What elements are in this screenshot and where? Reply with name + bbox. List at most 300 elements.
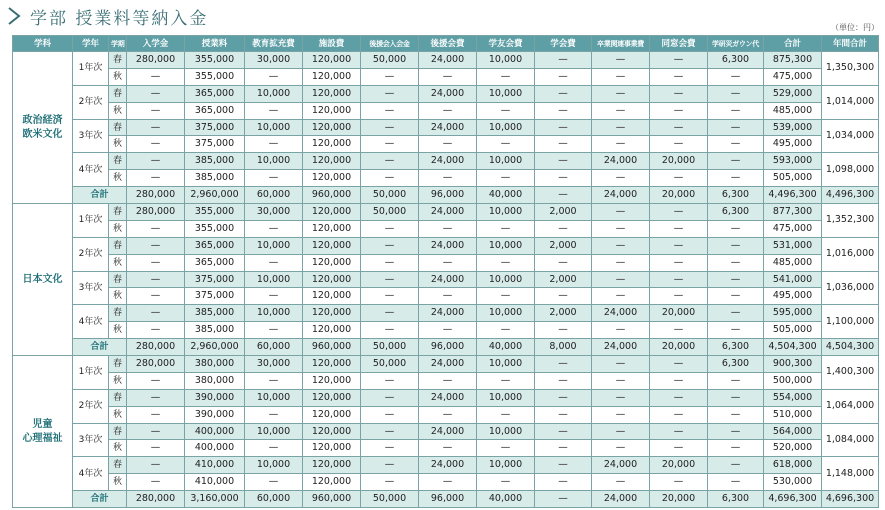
fee-value: —: [592, 52, 650, 69]
fee-value: —: [361, 288, 419, 305]
fee-value: —: [535, 406, 592, 423]
fee-value: —: [650, 423, 708, 440]
fee-value: —: [708, 68, 764, 85]
fee-value: 10,000: [477, 204, 535, 221]
fee-value: 120,000: [303, 85, 361, 102]
annual-total: 1,034,000: [822, 119, 879, 153]
table-row: [13, 288, 879, 305]
fee-value: 400,000: [185, 423, 245, 440]
col-header: 学研災ガウン代: [708, 36, 764, 52]
fee-value: —: [592, 372, 650, 389]
fee-value: —: [535, 68, 592, 85]
fee-value: —: [535, 119, 592, 136]
fee-value: —: [419, 136, 477, 153]
fee-value: 120,000: [303, 119, 361, 136]
table-row: [13, 52, 879, 69]
fee-value: 120,000: [303, 136, 361, 153]
fee-value: —: [361, 406, 419, 423]
fee-value: —: [650, 204, 708, 221]
semester-label: 秋: [109, 322, 127, 339]
chevron-right-icon: [6, 6, 22, 26]
fee-value: 120,000: [303, 356, 361, 373]
table-row: [13, 119, 879, 136]
table-row: [13, 372, 879, 389]
fee-value: —: [477, 288, 535, 305]
fee-value: 539,000: [764, 119, 822, 136]
department-name: 児童 心理福祉: [13, 356, 73, 508]
table-row: [13, 170, 879, 187]
fee-value: —: [419, 170, 477, 187]
fee-value: —: [592, 254, 650, 271]
fee-value: 355,000: [185, 204, 245, 221]
total-value: 50,000: [361, 491, 419, 508]
fee-value: —: [650, 85, 708, 102]
total-label: 合計: [73, 491, 127, 508]
semester-label: 春: [109, 237, 127, 254]
fee-value: —: [592, 170, 650, 187]
fee-value: 2,000: [535, 305, 592, 322]
col-header: 教育拡充費: [245, 36, 303, 52]
fee-value: —: [245, 288, 303, 305]
semester-label: 秋: [109, 372, 127, 389]
fee-value: —: [127, 220, 185, 237]
fee-value: 10,000: [245, 423, 303, 440]
fee-value: —: [127, 322, 185, 339]
fee-value: 50,000: [361, 356, 419, 373]
fee-value: —: [419, 68, 477, 85]
fee-value: —: [650, 119, 708, 136]
fee-value: —: [708, 322, 764, 339]
fee-value: 20,000: [650, 305, 708, 322]
table-row: [13, 322, 879, 339]
table-row: [13, 204, 879, 221]
fee-value: —: [650, 406, 708, 423]
fee-value: 120,000: [303, 474, 361, 491]
fee-value: —: [592, 474, 650, 491]
fee-value: —: [245, 254, 303, 271]
fee-value: 120,000: [303, 204, 361, 221]
fee-value: 10,000: [477, 356, 535, 373]
fee-value: —: [650, 170, 708, 187]
fee-value: —: [419, 288, 477, 305]
fee-value: —: [245, 372, 303, 389]
year-label: 1年次: [73, 52, 109, 86]
fee-value: 120,000: [303, 389, 361, 406]
fee-value: 24,000: [419, 119, 477, 136]
fee-value: —: [245, 322, 303, 339]
fee-value: 375,000: [185, 271, 245, 288]
fee-value: 10,000: [245, 153, 303, 170]
total-value: 280,000: [127, 491, 185, 508]
fee-value: 385,000: [185, 305, 245, 322]
fee-value: —: [535, 474, 592, 491]
fee-value: —: [592, 322, 650, 339]
fee-value: —: [419, 372, 477, 389]
table-row: [13, 356, 879, 373]
fee-value: —: [477, 254, 535, 271]
fee-value: —: [592, 389, 650, 406]
fee-value: 10,000: [477, 457, 535, 474]
col-header: 学年: [73, 36, 109, 52]
col-header: 入学金: [127, 36, 185, 52]
fee-value: 10,000: [477, 423, 535, 440]
fee-value: 120,000: [303, 457, 361, 474]
fee-value: 2,000: [535, 237, 592, 254]
fee-value: —: [361, 474, 419, 491]
page-title: 学部 授業料等納入金: [30, 9, 209, 29]
fee-value: 24,000: [419, 457, 477, 474]
fee-value: —: [361, 254, 419, 271]
total-row: [13, 339, 879, 356]
semester-label: 秋: [109, 254, 127, 271]
fee-value: 10,000: [245, 389, 303, 406]
col-header: 後援会費: [419, 36, 477, 52]
total-value: 24,000: [592, 339, 650, 356]
fee-value: —: [592, 220, 650, 237]
year-label: 4年次: [73, 153, 109, 187]
fee-value: —: [535, 102, 592, 119]
fee-value: —: [245, 136, 303, 153]
table-row: [13, 237, 879, 254]
fee-value: —: [535, 220, 592, 237]
year-label: 1年次: [73, 356, 109, 390]
fee-value: —: [650, 136, 708, 153]
total-value: 8,000: [535, 339, 592, 356]
total-value: 60,000: [245, 187, 303, 204]
fee-value: 120,000: [303, 440, 361, 457]
annual-total: 1,036,000: [822, 271, 879, 305]
fee-value: —: [127, 271, 185, 288]
fee-value: 380,000: [185, 356, 245, 373]
col-header: 後援会入会金: [361, 36, 419, 52]
fee-value: —: [419, 254, 477, 271]
fee-value: —: [127, 423, 185, 440]
fee-value: 20,000: [650, 153, 708, 170]
annual-total: 1,084,000: [822, 423, 879, 457]
fee-value: 355,000: [185, 68, 245, 85]
fee-value: —: [708, 372, 764, 389]
fee-value: —: [127, 288, 185, 305]
semester-label: 春: [109, 119, 127, 136]
fee-value: —: [361, 136, 419, 153]
fee-value: —: [535, 389, 592, 406]
col-header: 同窓会費: [650, 36, 708, 52]
fee-value: —: [592, 356, 650, 373]
fee-value: —: [127, 237, 185, 254]
fee-value: —: [245, 68, 303, 85]
fee-value: 593,000: [764, 153, 822, 170]
total-value: 280,000: [127, 339, 185, 356]
fee-value: —: [592, 119, 650, 136]
fee-value: 120,000: [303, 305, 361, 322]
total-value: 4,496,300: [764, 187, 822, 204]
fee-value: —: [708, 153, 764, 170]
fee-value: —: [535, 85, 592, 102]
fee-value: 24,000: [592, 153, 650, 170]
fee-value: —: [361, 372, 419, 389]
col-header: 学友会費: [477, 36, 535, 52]
fee-value: —: [535, 457, 592, 474]
fee-value: —: [592, 204, 650, 221]
total-value: 96,000: [419, 187, 477, 204]
fee-value: —: [245, 170, 303, 187]
table-row: [13, 136, 879, 153]
fee-value: —: [127, 457, 185, 474]
fee-value: 365,000: [185, 102, 245, 119]
fee-value: 24,000: [419, 153, 477, 170]
fee-value: 475,000: [764, 220, 822, 237]
fee-value: —: [127, 406, 185, 423]
total-value: 50,000: [361, 187, 419, 204]
year-label: 3年次: [73, 271, 109, 305]
fee-value: —: [419, 220, 477, 237]
fee-value: —: [708, 271, 764, 288]
semester-label: 春: [109, 457, 127, 474]
annual-total: 1,350,300: [822, 52, 879, 86]
total-value: 2,960,000: [185, 339, 245, 356]
table-row: [13, 305, 879, 322]
fee-value: —: [708, 237, 764, 254]
fee-value: 400,000: [185, 440, 245, 457]
fee-value: 20,000: [650, 457, 708, 474]
fee-value: —: [477, 220, 535, 237]
fee-value: 410,000: [185, 474, 245, 491]
fee-value: —: [419, 474, 477, 491]
table-row: [13, 85, 879, 102]
fee-value: —: [708, 102, 764, 119]
fee-value: 495,000: [764, 288, 822, 305]
col-header: 授業料: [185, 36, 245, 52]
fee-value: 485,000: [764, 254, 822, 271]
fee-value: 120,000: [303, 271, 361, 288]
fee-value: 120,000: [303, 237, 361, 254]
fee-value: —: [535, 322, 592, 339]
fee-value: —: [477, 440, 535, 457]
fee-value: —: [535, 153, 592, 170]
fee-value: 30,000: [245, 204, 303, 221]
unit-note: （単位：円）: [831, 23, 879, 32]
fee-value: 375,000: [185, 136, 245, 153]
fee-value: —: [361, 237, 419, 254]
fee-value: —: [592, 136, 650, 153]
fee-value: —: [361, 68, 419, 85]
fee-value: 10,000: [477, 237, 535, 254]
fee-value: 10,000: [477, 153, 535, 170]
annual-total: 1,064,000: [822, 389, 879, 423]
fee-value: 529,000: [764, 85, 822, 102]
col-header: 年間合計: [822, 36, 879, 52]
fee-value: 900,300: [764, 356, 822, 373]
total-label: 合計: [73, 187, 127, 204]
fee-value: —: [650, 322, 708, 339]
fee-table: [12, 35, 879, 508]
total-value: 960,000: [303, 491, 361, 508]
fee-value: 10,000: [245, 457, 303, 474]
fee-value: —: [477, 102, 535, 119]
fee-value: —: [650, 220, 708, 237]
fee-value: 380,000: [185, 372, 245, 389]
fee-table-body: [13, 52, 879, 508]
total-value: 280,000: [127, 187, 185, 204]
fee-value: —: [419, 102, 477, 119]
semester-label: 春: [109, 423, 127, 440]
fee-value: 10,000: [477, 305, 535, 322]
semester-label: 秋: [109, 102, 127, 119]
fee-value: —: [535, 372, 592, 389]
total-value: 4,696,300: [764, 491, 822, 508]
fee-value: 10,000: [245, 237, 303, 254]
department-name: 日本文化: [13, 204, 73, 356]
total-value: 24,000: [592, 491, 650, 508]
fee-value: —: [650, 288, 708, 305]
total-value: 50,000: [361, 339, 419, 356]
total-value: 40,000: [477, 187, 535, 204]
annual-total: 1,016,000: [822, 237, 879, 271]
total-value: 2,960,000: [185, 187, 245, 204]
fee-value: 505,000: [764, 170, 822, 187]
fee-value: —: [708, 220, 764, 237]
fee-value: —: [361, 271, 419, 288]
fee-value: 120,000: [303, 170, 361, 187]
fee-value: —: [592, 85, 650, 102]
total-value: 6,300: [708, 187, 764, 204]
fee-value: —: [477, 474, 535, 491]
total-value: 20,000: [650, 187, 708, 204]
department-name: 政治経済 欧米文化: [13, 52, 73, 204]
fee-value: 595,000: [764, 305, 822, 322]
fee-value: 541,000: [764, 271, 822, 288]
annual-total: 1,400,300: [822, 356, 879, 390]
fee-value: —: [127, 68, 185, 85]
fee-value: 510,000: [764, 406, 822, 423]
fee-value: —: [477, 136, 535, 153]
fee-value: 120,000: [303, 68, 361, 85]
semester-label: 春: [109, 305, 127, 322]
fee-value: 24,000: [419, 85, 477, 102]
total-value: 24,000: [592, 187, 650, 204]
semester-label: 春: [109, 52, 127, 69]
fee-value: 24,000: [419, 356, 477, 373]
fee-value: 531,000: [764, 237, 822, 254]
year-label: 3年次: [73, 119, 109, 153]
fee-value: —: [127, 136, 185, 153]
fee-value: —: [650, 440, 708, 457]
total-value: 40,000: [477, 491, 535, 508]
total-value: —: [535, 491, 592, 508]
fee-value: —: [592, 237, 650, 254]
fee-value: —: [535, 423, 592, 440]
fee-value: —: [708, 170, 764, 187]
fee-value: —: [650, 271, 708, 288]
semester-label: 秋: [109, 440, 127, 457]
col-header: 学科: [13, 36, 73, 52]
total-value: 20,000: [650, 491, 708, 508]
table-row: [13, 440, 879, 457]
col-header: 学期: [109, 36, 127, 52]
year-label: 4年次: [73, 305, 109, 339]
total-value: 96,000: [419, 339, 477, 356]
fee-value: 50,000: [361, 204, 419, 221]
fee-value: 120,000: [303, 153, 361, 170]
total-label: 合計: [73, 339, 127, 356]
fee-value: 6,300: [708, 204, 764, 221]
fee-value: 24,000: [419, 423, 477, 440]
fee-value: —: [708, 389, 764, 406]
fee-value: —: [127, 389, 185, 406]
fee-value: 10,000: [477, 389, 535, 406]
fee-value: —: [708, 254, 764, 271]
fee-value: —: [650, 237, 708, 254]
fee-value: 385,000: [185, 322, 245, 339]
fee-value: 6,300: [708, 52, 764, 69]
table-row: [13, 153, 879, 170]
col-header: 合計: [764, 36, 822, 52]
col-header: 卒業関連事業費: [592, 36, 650, 52]
year-label: 2年次: [73, 389, 109, 423]
fee-value: —: [477, 322, 535, 339]
fee-value: —: [127, 153, 185, 170]
semester-label: 春: [109, 85, 127, 102]
fee-value: —: [361, 170, 419, 187]
fee-value: —: [361, 102, 419, 119]
fee-value: —: [708, 474, 764, 491]
fee-value: —: [245, 406, 303, 423]
fee-value: —: [592, 423, 650, 440]
fee-value: —: [650, 68, 708, 85]
semester-label: 春: [109, 271, 127, 288]
fee-value: 375,000: [185, 119, 245, 136]
fee-value: —: [127, 474, 185, 491]
fee-value: 385,000: [185, 153, 245, 170]
fee-value: 120,000: [303, 220, 361, 237]
fee-value: —: [127, 305, 185, 322]
fee-value: —: [592, 288, 650, 305]
year-label: 2年次: [73, 237, 109, 271]
col-header: 学会費: [535, 36, 592, 52]
fee-value: 24,000: [419, 271, 477, 288]
fee-value: 10,000: [477, 119, 535, 136]
table-row: [13, 406, 879, 423]
fee-value: 24,000: [592, 457, 650, 474]
fee-value: 120,000: [303, 102, 361, 119]
total-value: 96,000: [419, 491, 477, 508]
table-row: [13, 271, 879, 288]
fee-value: 10,000: [477, 271, 535, 288]
fee-value: 530,000: [764, 474, 822, 491]
fee-value: —: [650, 254, 708, 271]
fee-value: —: [127, 102, 185, 119]
year-label: 2年次: [73, 85, 109, 119]
fee-value: —: [361, 440, 419, 457]
total-value: 960,000: [303, 339, 361, 356]
fee-value: —: [535, 288, 592, 305]
semester-label: 春: [109, 356, 127, 373]
fee-value: 410,000: [185, 457, 245, 474]
fee-value: 355,000: [185, 220, 245, 237]
fee-value: 554,000: [764, 389, 822, 406]
header-row: [13, 36, 879, 52]
fee-value: —: [592, 271, 650, 288]
fee-value: —: [708, 406, 764, 423]
fee-value: —: [592, 68, 650, 85]
fee-value: —: [708, 288, 764, 305]
fee-value: —: [650, 372, 708, 389]
fee-value: 10,000: [477, 52, 535, 69]
fee-value: 390,000: [185, 406, 245, 423]
year-label: 3年次: [73, 423, 109, 457]
fee-value: 10,000: [477, 85, 535, 102]
fee-value: —: [361, 220, 419, 237]
